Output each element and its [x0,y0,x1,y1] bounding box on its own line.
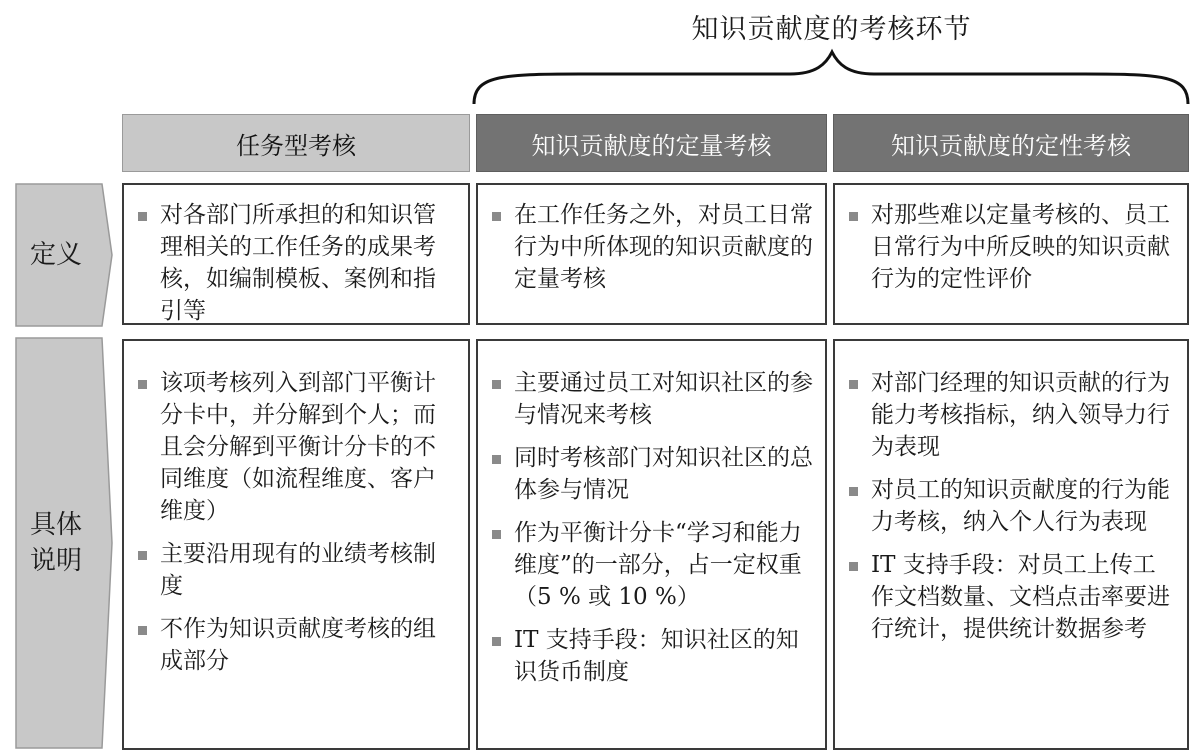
row-label-details [14,336,98,750]
bullet-text: 该项考核列入到部门平衡计分卡中，并分解到个人；而且会分解到平衡计分卡的不同维度（如流程维度、客户维度） [160,370,436,524]
cell-details-task [122,339,470,750]
bullet-text: 主要沿用现有的业绩考核制度 [160,541,436,599]
column-header-quantitative-assessment: 知识贡献度的定量考核 [476,114,827,172]
cell-definition-quantitative [476,183,827,325]
cell-details-qualitative [833,339,1189,750]
bullet-text: 作为平衡计分卡“学习和能力维度”的一部分，占一定权重（5 % 或 10 %） [514,520,802,610]
bullet-square-icon [138,380,147,389]
column-header-qualitative-assessment: 知识贡献度的定性考核 [833,114,1189,172]
bullet-list [488,199,815,295]
bullet-square-icon [138,212,147,221]
bullet-text: 对员工的知识贡献度的行为能力考核，纳入个人行为表现 [871,477,1170,535]
bullet-text: 主要通过员工对知识社区的参与情况来考核 [514,370,813,428]
bullet-square-icon [492,455,501,464]
bullet-square-icon [849,380,858,389]
bullet-square-icon [138,551,147,560]
column-header-task-assessment: 任务型考核 [122,114,470,172]
bullet-item [134,613,458,677]
bullet-square-icon [492,530,501,539]
bullet-item [134,367,458,527]
bullet-item [488,367,815,431]
bullet-square-icon [849,487,858,496]
diagram-title: 知识贡献度的考核环节 [691,14,972,45]
bullet-text: 不作为知识贡献度考核的组成部分 [160,616,436,674]
bullet-list [845,199,1177,295]
bullet-item [845,549,1177,645]
bullet-list [845,367,1177,645]
bullet-text: 对那些难以定量考核的、员工日常行为中所反映的知识贡献行为的定性评价 [871,202,1170,292]
bullet-item [845,199,1177,295]
bullet-square-icon [492,380,501,389]
curly-brace [460,48,1200,108]
bullet-text: 对各部门所承担的和知识管理相关的工作任务的成果考核，如编制模板、案例和指引等 [160,202,436,324]
cell-definition-qualitative [833,183,1189,325]
bullet-item [488,517,815,613]
bullet-item [488,199,815,295]
bullet-square-icon [492,212,501,221]
bullet-square-icon [849,562,858,571]
bullet-square-icon [138,626,147,635]
bullet-list [134,199,458,327]
bullet-text: IT 支持手段：对员工上传工作文档数量、文档点击率要进行统计，提供统计数据参考 [871,552,1170,642]
bullet-text: 同时考核部门对知识社区的总体参与情况 [514,445,813,503]
bullet-text: IT 支持手段：知识社区的知识货币制度 [514,627,799,685]
bullet-item [845,367,1177,463]
row-label-definition: 定义 [29,240,82,270]
bullet-item [488,624,815,688]
bullet-text: 对部门经理的知识贡献的行为能力考核指标，纳入领导力行为表现 [871,370,1170,460]
bullet-item [845,474,1177,538]
cell-definition-task [122,183,470,325]
bullet-item [134,199,458,327]
bullet-text: 在工作任务之外，对员工日常行为中所体现的知识贡献度的定量考核 [514,202,813,292]
bullet-item [134,538,458,602]
cell-details-quantitative [476,339,827,750]
bullet-square-icon [492,637,501,646]
row-label-details-text: 具体说明 [29,510,82,576]
bullet-list [134,367,458,677]
bullet-item [488,442,815,506]
bullet-list [488,367,815,688]
bullet-square-icon [849,212,858,221]
